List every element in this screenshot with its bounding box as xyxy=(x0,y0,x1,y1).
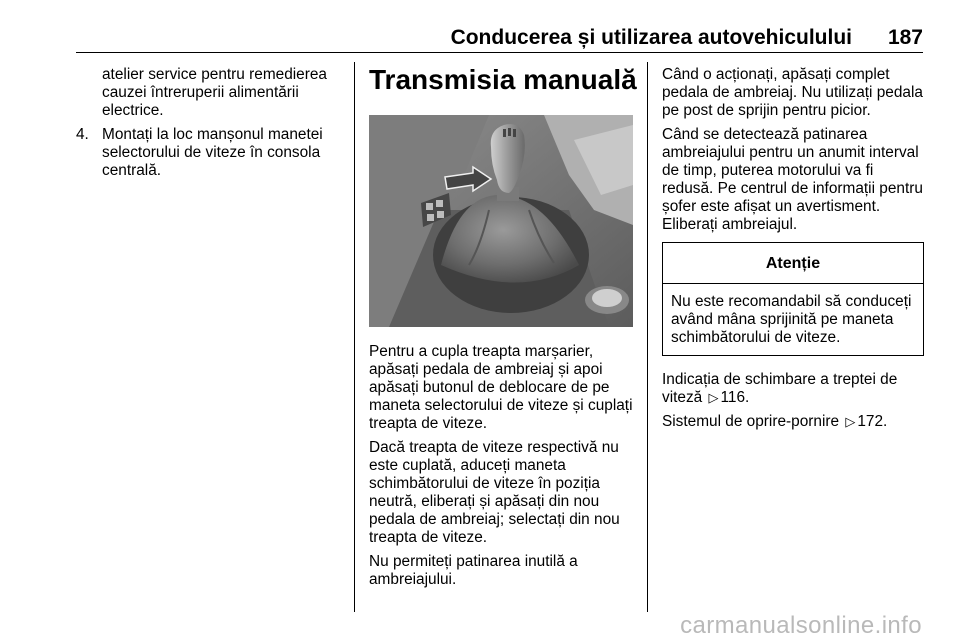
step-text: Montați la loc manșonul manetei selectorului de viteze în consola centrală. xyxy=(102,126,323,179)
column-2 xyxy=(369,64,637,595)
watermark: carmanualsonline.info xyxy=(680,612,922,639)
step-number: 4. xyxy=(76,126,89,143)
reference-shift-indicator xyxy=(662,371,924,407)
triangle-reference-icon: ▷ xyxy=(708,390,719,405)
header-rule xyxy=(76,52,923,53)
gear-shifter-illustration xyxy=(369,115,633,327)
paragraph-clutch-detection: Când se detectează patinarea ambreiajului pentru un anumit interval de timp, puterea motorului va fi redusă. Pe centrul de informații pentru șofer este afișat un avertisment. Eliberați ambreiajul. xyxy=(662,126,923,233)
warning-box xyxy=(662,242,924,356)
paragraph-reverse-gear: Pentru a cupla treapta marșarier, apăsați pedala de ambreiaj și apoi apăsați butonul de deblocare de pe maneta selectorului de viteze și cuplați treapta de viteze. xyxy=(369,343,633,432)
column-divider-2 xyxy=(647,62,648,612)
step-item xyxy=(76,126,346,180)
paragraph-clutch-pedal: Când o acționați, apăsați complet pedala de ambreiaj. Nu utilizați pedala pe post de sprijin pentru picior. xyxy=(662,66,923,119)
paragraph-clutch-slip: Nu permiteți patinarea inutilă a ambreiajului. xyxy=(369,553,578,588)
reference-stop-start xyxy=(662,413,924,431)
paragraph-gear-not-engaged: Dacă treapta de viteze respectivă nu este cuplată, aduceți maneta schimbătorului de viteze în poziția neutră, eliberați și apăsați din nou pedala de ambreiaj; selectați din nou treapta de viteze. xyxy=(369,439,620,546)
page-number: 187 xyxy=(887,26,923,49)
header-title: Conducerea și utilizarea autovehiculului xyxy=(450,26,852,49)
reference-page[interactable]: 172. xyxy=(857,413,888,430)
section-title: Transmisia manuală xyxy=(369,64,637,95)
column-divider-1 xyxy=(354,62,355,612)
triangle-reference-icon: ▷ xyxy=(845,414,856,429)
continuation-text: atelier service pentru remedierea cauzei întreruperii alimentării electrice. xyxy=(102,66,327,119)
column-1 xyxy=(76,66,346,180)
reference-text: Indicația de schimbare a treptei de viteză xyxy=(662,371,898,406)
reference-text: Sistemul de oprire-pornire xyxy=(662,413,840,430)
reference-page[interactable]: 116. xyxy=(720,389,750,406)
warning-heading: Atenție xyxy=(663,243,923,284)
warning-text: Nu este recomandabil să conduceți având mâna sprijinită pe maneta schimbătorului de viteze. xyxy=(671,293,912,346)
column-3 xyxy=(662,66,924,437)
